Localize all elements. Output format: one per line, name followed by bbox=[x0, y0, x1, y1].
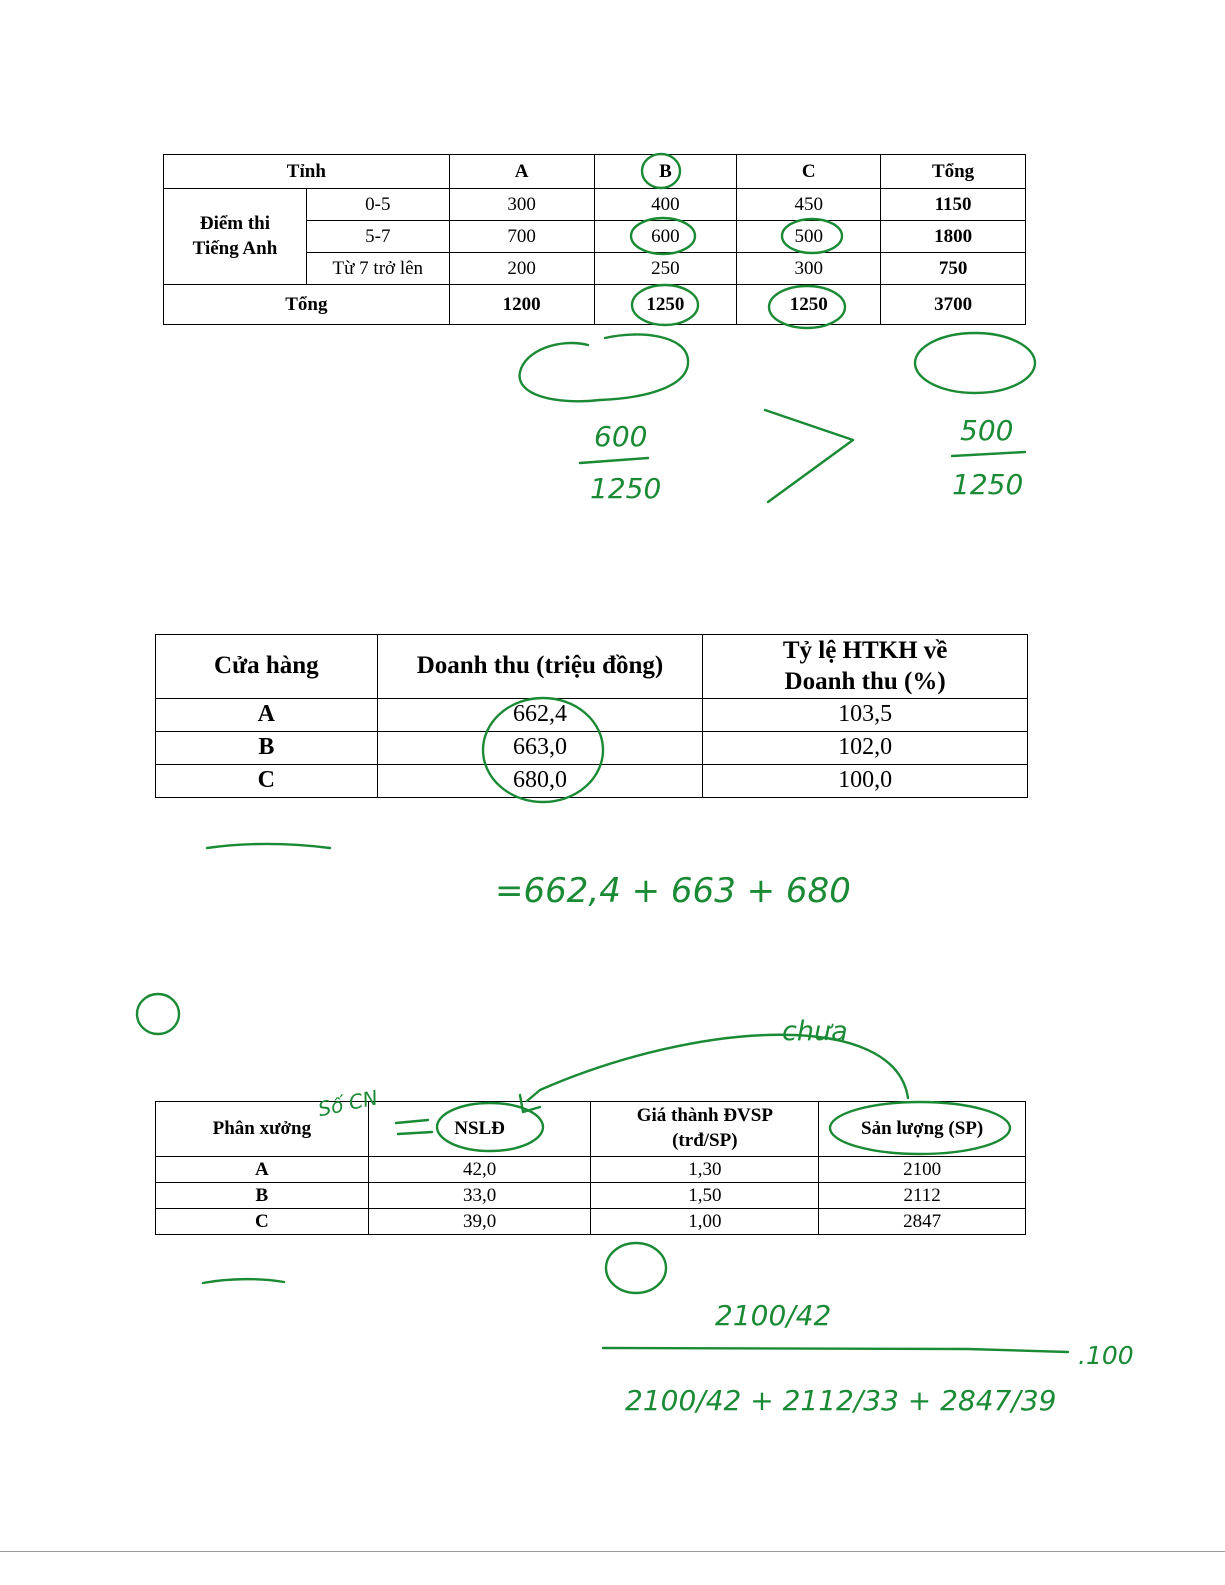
header-c: C bbox=[737, 155, 881, 189]
range-cell: Từ 7 trở lên bbox=[306, 253, 449, 285]
header-store: Cửa hàng bbox=[156, 635, 378, 699]
store-cell: C bbox=[156, 764, 378, 797]
value-cell: 500 bbox=[737, 221, 881, 253]
header-total: Tổng bbox=[881, 155, 1026, 189]
circle-mark bbox=[520, 334, 688, 401]
greater-than-mark bbox=[765, 410, 853, 502]
value-cell: 200 bbox=[449, 253, 594, 285]
fraction-denominator: 1250 bbox=[952, 468, 1024, 501]
group-label: Điểm thi Tiếng Anh bbox=[164, 189, 307, 285]
header-workshop: Phân xưởng bbox=[156, 1102, 369, 1157]
range-cell: 0-5 bbox=[306, 189, 449, 221]
ink-strokes bbox=[137, 154, 1068, 1352]
revenue-cell: 680,0 bbox=[377, 764, 703, 797]
header-revenue: Doanh thu (triệu đồng) bbox=[377, 635, 703, 699]
header-cost: Giá thành ĐVSP (trđ/SP) bbox=[591, 1102, 819, 1157]
nsld-cell: 42,0 bbox=[368, 1157, 591, 1183]
output-cell: 2100 bbox=[819, 1157, 1026, 1183]
sum-expression: =662,4 + 663 + 680 bbox=[495, 871, 851, 911]
dash-mark bbox=[207, 844, 330, 848]
circle-mark bbox=[830, 1102, 1010, 1154]
cost-cell: 1,00 bbox=[591, 1209, 819, 1235]
total-cell: 1200 bbox=[449, 285, 594, 325]
circle-mark bbox=[769, 286, 845, 328]
circle-mark bbox=[606, 1243, 666, 1293]
output-cell: 2112 bbox=[819, 1183, 1026, 1209]
workshop-cell: B bbox=[156, 1183, 369, 1209]
value-cell: 300 bbox=[737, 253, 881, 285]
total-cell: 1250 bbox=[737, 285, 881, 325]
total-cell: 750 bbox=[881, 253, 1026, 285]
circle-mark bbox=[642, 154, 680, 188]
value-cell: 400 bbox=[594, 189, 737, 221]
dash-mark bbox=[396, 1120, 432, 1134]
nsld-cell: 39,0 bbox=[368, 1209, 591, 1235]
nsld-cell: 33,0 bbox=[368, 1183, 591, 1209]
value-cell: 700 bbox=[449, 221, 594, 253]
output-cell: 2847 bbox=[819, 1209, 1026, 1235]
range-cell: 5-7 bbox=[306, 221, 449, 253]
fraction-bar bbox=[603, 1348, 1068, 1352]
circle-mark bbox=[631, 218, 695, 254]
rate-cell: 103,5 bbox=[703, 698, 1028, 731]
cost-cell: 1,30 bbox=[591, 1157, 819, 1183]
total-label: Tổng bbox=[164, 285, 450, 325]
store-cell: B bbox=[156, 731, 378, 764]
cost-cell: 1,50 bbox=[591, 1183, 819, 1209]
revenue-cell: 662,4 bbox=[377, 698, 703, 731]
total-cell: 1150 bbox=[881, 189, 1026, 221]
value-cell: 600 bbox=[594, 221, 737, 253]
fraction-numerator: 600 bbox=[594, 420, 648, 453]
note-so-cn: Số CN bbox=[315, 1085, 380, 1122]
circle-mark bbox=[137, 994, 179, 1034]
total-cell: 3700 bbox=[881, 285, 1026, 325]
value-cell: 450 bbox=[737, 189, 881, 221]
header-nsld: NSLĐ bbox=[368, 1102, 591, 1157]
circle-mark bbox=[782, 219, 842, 253]
rate-cell: 102,0 bbox=[703, 731, 1028, 764]
arrow-mark bbox=[527, 1035, 908, 1101]
value-cell: 300 bbox=[449, 189, 594, 221]
fraction-bar bbox=[952, 452, 1025, 456]
total-cell: 1800 bbox=[881, 221, 1026, 253]
store-cell: A bbox=[156, 698, 378, 731]
header-a: A bbox=[449, 155, 594, 189]
times-100: .100 bbox=[1078, 1341, 1134, 1370]
header-province: Tỉnh bbox=[164, 155, 450, 189]
total-cell: 1250 bbox=[594, 285, 737, 325]
fraction-bar bbox=[580, 458, 648, 463]
workshop-cell: C bbox=[156, 1209, 369, 1235]
page-bottom-rule bbox=[0, 1551, 1225, 1552]
header-rate: Tỷ lệ HTKH về Doanh thu (%) bbox=[703, 635, 1028, 699]
revenue-cell: 663,0 bbox=[377, 731, 703, 764]
fraction-numerator: 500 bbox=[960, 414, 1014, 447]
workshop-cell: A bbox=[156, 1157, 369, 1183]
dash-mark bbox=[203, 1279, 284, 1283]
rate-cell: 100,0 bbox=[703, 764, 1028, 797]
denominator-expression: 2100/42 + 2112/33 + 2847/39 bbox=[625, 1384, 1057, 1417]
header-output: Sản lượng (SP) bbox=[819, 1102, 1026, 1157]
fraction-denominator: 1250 bbox=[590, 472, 662, 505]
circle-mark bbox=[915, 333, 1035, 393]
value-cell: 250 bbox=[594, 253, 737, 285]
circle-mark bbox=[483, 698, 603, 802]
header-b: B bbox=[594, 155, 737, 189]
note-chua: chưa bbox=[782, 1016, 848, 1047]
circle-mark bbox=[632, 285, 698, 325]
numerator-expression: 2100/42 bbox=[715, 1299, 832, 1332]
